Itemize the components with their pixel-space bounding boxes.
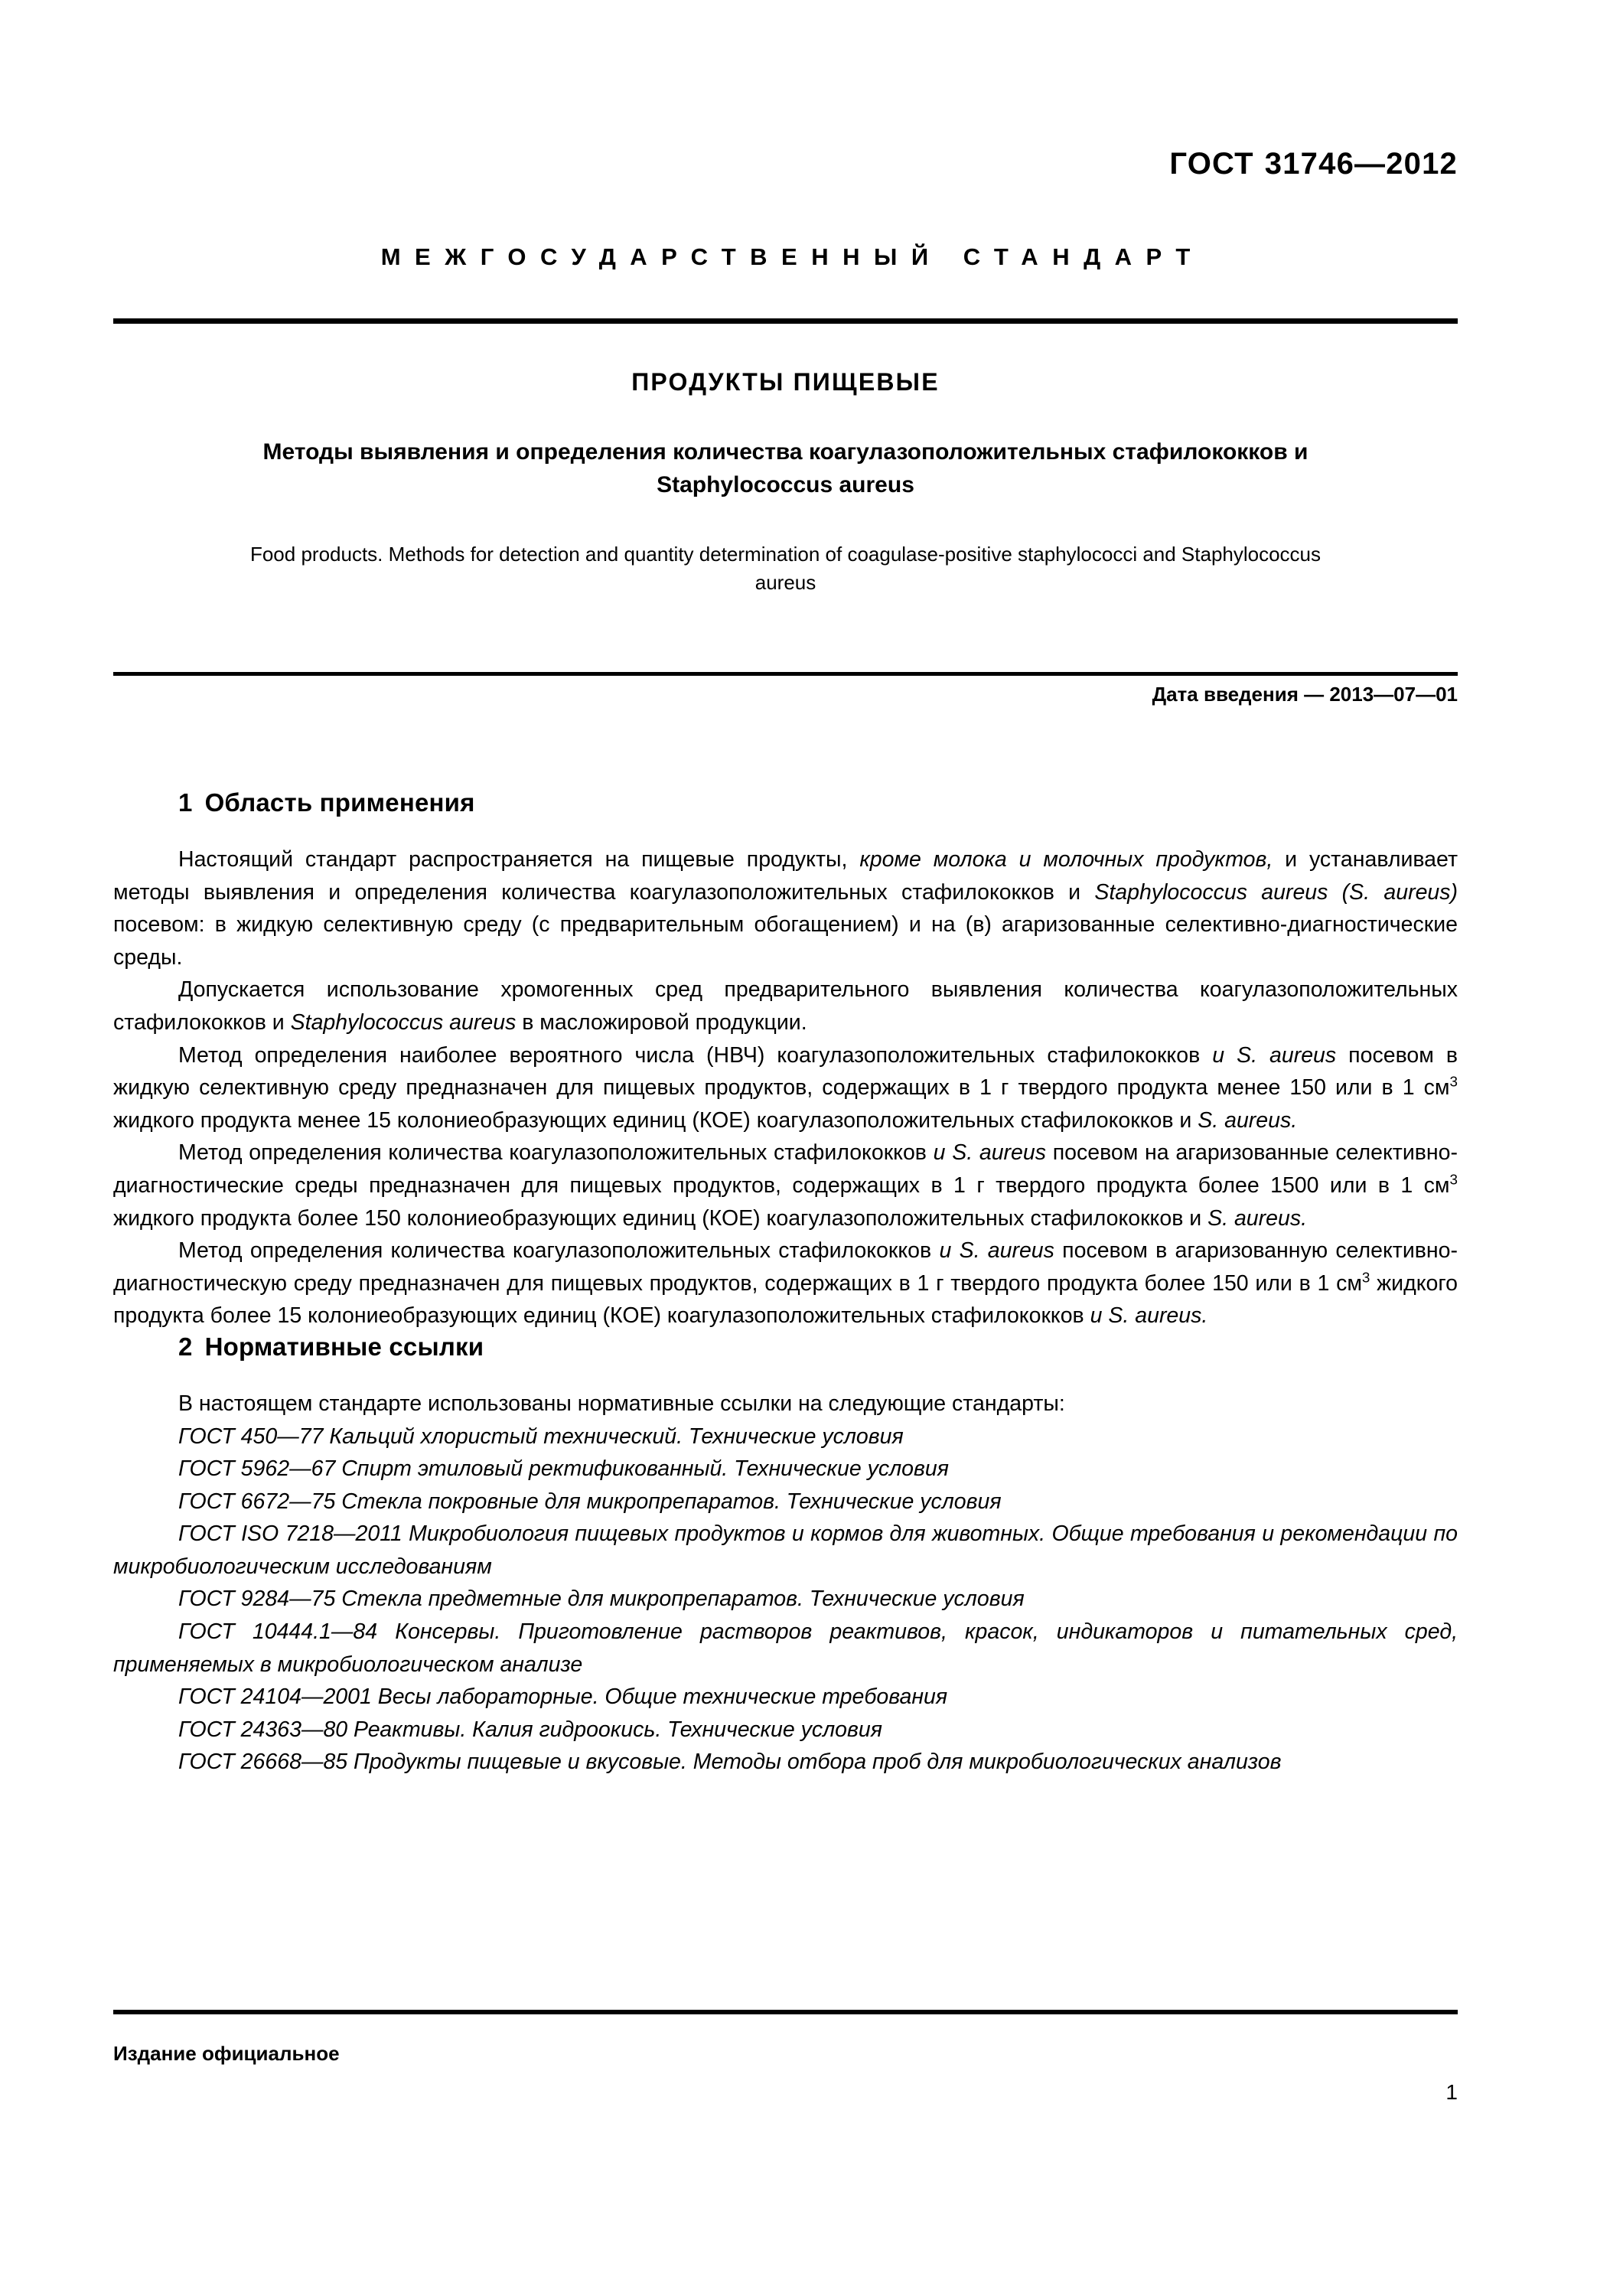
document-number-prefix: ГОСТ [1169,147,1254,181]
header-divider-rule [113,318,1458,324]
title-subtitle: Методы выявления и определения количества коагулазоположительных стафилококков и Staphylococcus aureus [262,439,1309,497]
document-number [1169,147,1458,181]
standard-band-label: МЕЖГОСУДАРСТВЕННЫЙ СТАНДАРТ [380,243,1204,270]
section-heading-2 [113,1332,1458,1362]
section-2-intro: В настоящем стандарте использованы нормативные ссылки на следующие стандарты: [178,1391,1065,1416]
date-introduced: Дата введения — 2013—07—01 [1152,683,1458,706]
section-1-body [113,843,1458,1332]
normative-reference-item: ГОСТ 5962—67 Спирт этиловый ректификованный. Технические условия [178,1456,949,1482]
normative-reference-item: ГОСТ 450—77 Кальций хлористый технический. Технические условия [178,1424,904,1449]
paragraph: Метод определения наиболее вероятного числа (НВЧ) коагулазоположительных стафилококков и S. aureus посевом в жидкую селективную среду предназначен для пищевых продуктов, содержащих в 1 г твердого продукта менее 150 или в 1 $см^3$ жидкого продукта менее 15 колониеобразующих единиц (КОЕ) коагулазоположительных стафилококков и S. aureus. [113,1042,1458,1133]
title-divider-rule [113,672,1458,676]
paragraph: Настоящий стандарт распространяется на пищевые продукты, кроме молока и молочных продуктов, и устанавливает методы выявления и определения количества коагулазоположительных стафилококков и Staphylococcus aureus (S. aureus) посевом: в жидкую селективную среду (с предварительным обогащением) и на (в) агаризованные селективно-диагностические среды. [113,847,1458,970]
page-number: 1 [1445,2080,1458,2104]
normative-reference-item: ГОСТ ISO 7218—2011 Микробиология пищевых продуктов и кормов для животных. Общие требования и рекомендации по микробиологическим исследованиям [113,1521,1458,1579]
paragraph: Метод определения количества коагулазоположительных стафилококков и S. aureus посевом в агаризованную селективно-диагностическую среду предназначен для пищевых продуктов, содержащих в 1 г твердого продукта более 150 или в 1 $см^3$ жидкого продукта более 15 колониеобразующих единиц (КОЕ) коагулазоположительных стафилококков и S. aureus. [113,1238,1458,1329]
footer-divider-rule [113,2010,1458,2014]
section-number-1: 1 [178,788,193,817]
normative-reference-item: ГОСТ 24104—2001 Весы лабораторные. Общие технические требования [178,1684,948,1710]
official-edition-note: Издание официальное [113,2042,340,2065]
normative-reference-item: ГОСТ 26668—85 Продукты пищевые и вкусовые. Методы отбора проб для микробиологических анализов [178,1750,1282,1775]
section-heading-1 [113,788,1458,817]
section-title-2: Нормативные ссылки [204,1332,484,1361]
paragraph: Метод определения количества коагулазоположительных стафилококков и S. aureus посевом на агаризованные селективно-диагностические среды предназначен для пищевых продуктов, содержащих в 1 г твердого продукта более 1500 или в 1 $см^3$ жидкого продукта более 150 колониеобразующих единиц (КОЕ) коагулазоположительных стафилококков и S. aureus. [113,1140,1458,1231]
section-title-1: Область применения [204,788,475,817]
normative-reference-item: ГОСТ 10444.1—84 Консервы. Приготовление растворов реактивов, красок, индикаторов и питательных сред, применяемых в микробиологическом анализе [113,1619,1458,1677]
title-english: Food products. Methods for detection and quantity determination of coagulase-positive staphylococci and Staphylococcus aureus [249,542,1322,595]
document-number-value: 31746—2012 [1264,147,1458,181]
section-number-2: 2 [178,1332,193,1361]
normative-reference-item: ГОСТ 9284—75 Стекла предметные для микропрепаратов. Технические условия [178,1587,1025,1612]
section-2-body [113,1388,1458,1779]
normative-reference-item: ГОСТ 24363—80 Реактивы. Калия гидроокись. Технические условия [178,1717,882,1742]
paragraph: Допускается использование хромогенных сред предварительного выявления количества коагулазоположительных стафилококков и Staphylococcus aureus в масложировой продукции. [113,977,1458,1035]
title-main: ПРОДУКТЫ ПИЩЕВЫЕ [631,368,940,396]
normative-reference-item: ГОСТ 6672—75 Стекла покровные для микропрепаратов. Технические условия [178,1489,1002,1514]
normative-reference-list [113,1420,1458,1779]
document-content [113,788,1458,1779]
title-block [113,367,1458,597]
